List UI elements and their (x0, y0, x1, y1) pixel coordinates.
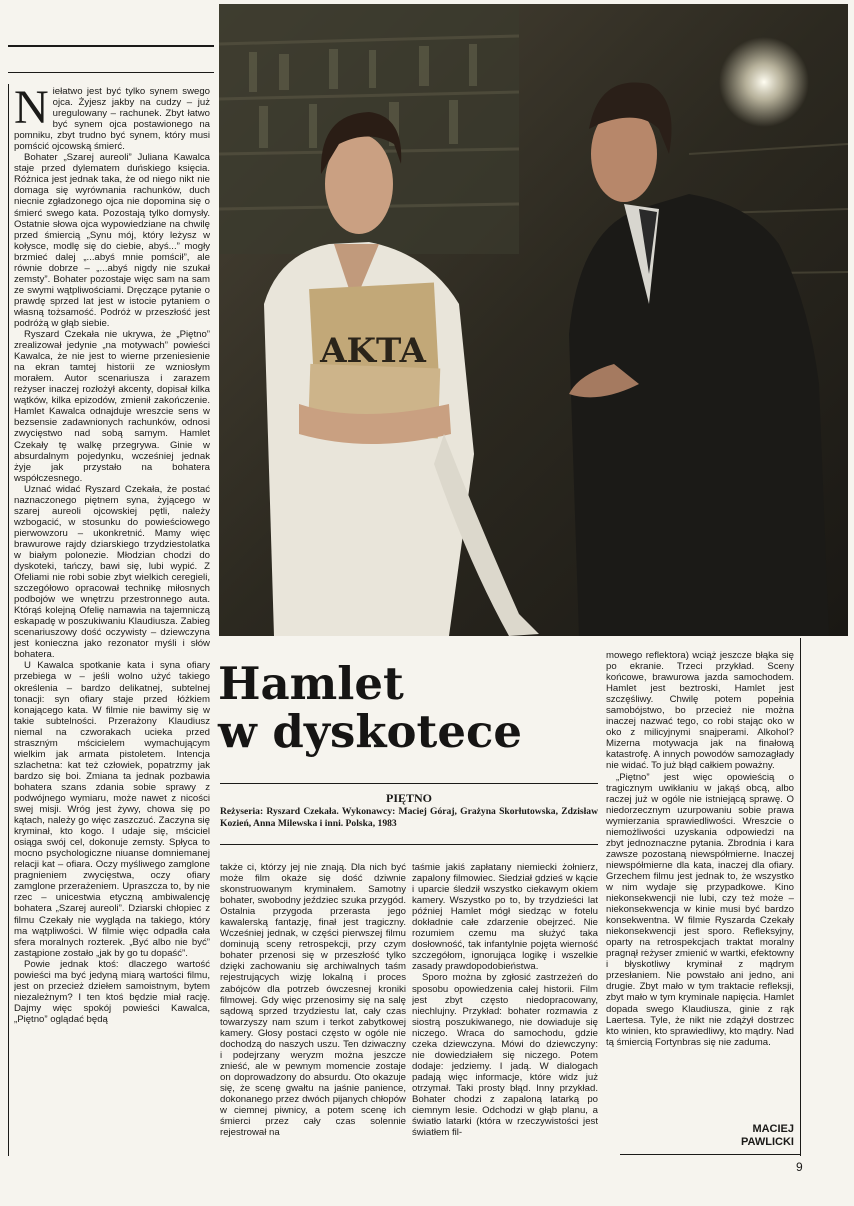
folder-label: AKTA (320, 331, 426, 371)
dropcap: N (14, 86, 49, 134)
col1-left-rule (8, 84, 9, 1156)
bottom-rule (620, 1154, 801, 1155)
paragraph: Niełatwo jest być tylko synem swego ojca. Żyjesz jakby na cudzy – już uregulowany – rachunek. Zbyt łatwo być synem ojca postawionego na pomniku, zbyt trudno być synem, który musi pomścić ojcowską śmierć. (14, 86, 210, 153)
col4-right-rule (800, 638, 801, 1156)
photo-illustration (219, 4, 848, 636)
film-credits: Reżyseria: Ryszard Czekała. Wykonawcy: Maciej Góraj, Grażyna Skorłutowska, Zdzisław Kozień, Anna Milewska i inni. Polska, 1983 (220, 806, 598, 829)
paragraph: Bohater „Szarej aureoli” Juliana Kawalca staje przed dylematem duńskiego księcia. Różnica jest jednak taka, że od niego nikt nie domaga się wyrównania rachunków, duch niecnie zgładzonego ojca nie dopomina się o śmierć swego kata. Pozostają tylko domysły. Ostatnie słowa ojca wypowiedziane na chwilę przed śmiercią „Synu mój, który leżysz w kołysce, modlę się do ciebie, abyś...” mogły brzmieć dalej „...abyś mnie pomścił”, ale równie dobrze – „...abyś nigdy nie szukał zemsty”. Bohater pozostaje więc sam na sam ze swymi wątpliwościami. Dręczące pytanie o prawdę sprzed lat jest w istocie pytaniem o własną tożsamość. Podróż w przeszłość jest podróżą w głąb siebie. (14, 152, 210, 329)
article-column-4 (606, 650, 794, 1120)
credits-rule (220, 844, 598, 845)
article-column-3 (412, 862, 598, 1154)
film-still-photo (219, 4, 848, 636)
paragraph: Powie jednak ktoś: dlaczego wartość powieści ma być jedyną miarą wartości filmu, jest on przecież dziełem samoistnym, bytem niezależnym? I ten ktoś będzie miał rację. Dajmy więc spokój powieści Kawalca, „Piętno” oglądać będą (14, 958, 210, 1025)
paragraph: Uznać widać Ryszard Czekała, że postać naznaczonego piętnem syna, żyjącego w szarej aureoli ojcowskiej pętli, należy wzbogacić, w stosunku do powieściowego pierwowzoru – ukonkretnić. Mamy więc brawurowe rajdy dziarskiego trzydziestolatka w białym polonezie. Młodzian chodzi do dyskoteki, tańczy, bawi się, lubi wypić. Z Ofeliami nie robi sobie zbyt wielkich ceregieli, szczegółowo opracował technikę miłosnych podbojów we wnętrzu przestronnego auta. Którąś kolejną Ofelię namawia na tajemniczą eskapadę w poszukiwaniu Klaudiusza. Zabieg scenariuszowy dość oczywisty – dziewczyna jest konieczna jako rezonator myśli i słów bohatera. (14, 483, 210, 661)
paragraph: także ci, którzy jej nie znają. Dla nich być może film okaże się dość dziwnie skonstruowanym kryminałem. Samotny bohater, swobodny jeździec szuka przygód. Ostalnia przygoda przerasta jego kawalerską fantazję, finał jest tragiczny. Wcześniej jednak, w części pierwszej filmu dominują sceny retrospekcji, przy czym bohater przenosi się w przeszłość tylko dzięki zachowaniu się archiwalnych taśm rejestrujących wizję lokalną i proces zabójców dla potrzeb ówczesnej kroniki filmowej. Gdy więc przenosimy się na salę sądową sprzed trzydziestu lat, cały czas towarzyszy nam szum i terkot zabytkowej kamery. Głosy postaci często w ogóle nie dochodzą do naszych uszu. Ten dziwaczny i podejrzany weryzm można jeszcze znieść, ale w pewnym momencie zostaje on doprowadzony do absurdu. Oto okazuje się, że scenę gwałtu na jaśnie panience, dokonanego przez dwóch pijanych chłopów w ciemnej piwnicy, a potem scenę ich śmierci przez cały czas solennie rejestrował na (220, 862, 406, 1139)
paragraph: Sporo można by zgłosić zastrzeżeń do sposobu opowiedzenia całej historii. Film jest zbyt często niedopracowany, niechlujny. Przykład: bohater rozmawia z siostrą poszukiwanego, nie dowiaduje się niczego. Wraca do samochodu, gdzie czeka dziewczyna. Mówi do dziewczyny: nie dowiedziałem się niczego. Potem dodaje: jedziemy. I jadą. W dialogach padają więc informacje, które widz już otrzymał. Taki prosty błąd. Inny przykład. Bohater chodzi z zapaloną latarką po ciemnym lesie. Odchodzi w głąb planu, a światło latarki (która w rzeczywistości jest światłem fil- (412, 972, 598, 1139)
film-title: PIĘTNO (385, 791, 432, 805)
paragraph: taśmie jakiś zapłatany niemiecki żołnierz, zapalony filmowiec. Siedział gdzieś w kącie i uparcie śledził wszystko ciekawym okiem kamery. Wszystko po to, by trzydzieści lat później Hamlet mógł siedząc w fotelu dokładnie całe zdarzenie obejrzeć. Nie rozumiem czemu ma służyć taka dosłowność, tak infantylnie pojęta wierność szczegółom, ignorująca logikę i wszelkie zasady prawdopodobieństwa. (412, 862, 598, 973)
page-number: 9 (796, 1160, 803, 1174)
top-rule-thin (8, 72, 214, 73)
paragraph: Ryszard Czekała nie ukrywa, że „Piętno” zrealizował jedynie „na motywach” powieści Kawalca, że nie jest to wierne przeniesienie na ekran tamtej historii ze wzniosłym morałem. Autor scenariusza i zarazem reżyser inaczej rozłożył akcenty, dopisał kilka wątków, kilka epizodów, zmienił zakończenie. Hamlet Kawalca odnajduje wreszcie sens w bezsensie zadawnionych rachunków, odnosi zwycięstwo nad sobą samym. Hamlet Czekały tę walkę przegrywa. Ginie w absurdalnym pojedynku, wcześniej jednak żyje jak przystało na bohatera współczesnego. (14, 329, 210, 484)
paragraph: „Piętno” jest więc opowieścią o tragicznym uwikłaniu w jakąś obcą, albo raczej już w ogóle nie istniejącą sprawę. O niedorzecznym uzurpowaniu sobie prawa wymierzania sprawiedliwości. Wreszcie o niemożliwości uzyskania odpowiedzi na zbyt jednoznaczne pytania. Zbrodnia i kara zawsze pozostaną niewspółmierne. Inaczej niewspółmierne dla kata, inaczej dla ofiary. Grzechem filmu jest jednak to, że wszystko w nim wydaje się przypadkowe. Kino niekonsekwencji nie lubi, czy też może – niekonsekwencja w kinie musi być bardzo konsekwentna. W filmie Ryszarda Czekały niekonsekwencji jest sporo. Refleksyjny, oparty na retrospekcjach traktat moralny pragnął reżyser zmienić w wartki, efektowny i błyskotliwy kryminał z mądrym przesłaniem. Nie powstało ani jedno, ani drugie. Zbyt mało w tym traktacie refleksji, zbyt mało w tym kryminale napięcia. Hamlet dopada swego Klaudiusza, ginie z rąk Laertesa. Tyle, że nikt nie zdążył dostrzec kto winien, kto sprawiedliwy, kto mądry. Nad tą śmiercią Fortynbras się nie zaduma. (606, 771, 794, 1048)
author-signature: MACIEJ PAWLICKI (741, 1123, 794, 1148)
article-title: Hamlet w dyskotece (218, 657, 522, 758)
article-column-1 (14, 86, 210, 1156)
title-rule (220, 783, 598, 784)
paragraph: mowego reflektora) wciąż jeszcze błąka się po ekranie. Trzeci przykład. Sceny końcowe, brawurowa jazda samochodem. Hamlet jest beztroski, Hamlet jest szczęśliwy. Chwilę potem popełnia samobójstwo, bo przecież nie można inaczej nazwać tego, co robi stając oko w oko z milicyjnymi snajperami. Alkohol? Mizerna motywacja jak na finałową katastrofę. A innych powodów samozagłady nie widać. To już błąd całkiem poważny. (606, 650, 794, 772)
article-column-2 (220, 862, 406, 1154)
top-rule-thick (8, 45, 214, 47)
paragraph: U Kawalca spotkanie kata i syna ofiary przebiega w – jeśli wolno użyć takiego określenia – bardzo delikatnej, subtelnej tonacji: syn ofiary staje przed łóżkiem konającego kata. W filmie nie bawimy się w takie subtelności. Przerażony Klaudiusz niemal na czworakach ucieka przed straszným mścicielem wymachującym wielkim jak armata pistoletem. Intencja szlachetna: kat też człowiek, popatrzmy jak bardzo się boi. Zmiana ta jednak pozbawia bohatera szans zdania sobie sprawy z podwójnego wymiaru, może nawet z nicości swej misji. Wróg jest żywy, chowa się po kątach, należy go więc zaszczuć. Zaczyna się kryminał, kto kogo. I udaje się, mściciel osiąga swój cel, dokonuje zemsty. Spłyca to mocno psychologiczne niuanse domniemanej relacji kat – ofiara. Oczy myśliwego zamglone pragnieniem zwycięstwa, oczy ofiary zamglone przerażeniem. Upraszcza to, by nie rzec – unicestwia etyczną ambiwalencję bohatera „Szarej aureoli”. Dziarski chłopiec z filmu Czekały nie wygląda na takiego, który ma wątpliwości. W filmie więc odpadła cała sfera moralnych rozterek. „Być albo nie być” zastąpione zostało „jak by go tu dopaść”. (14, 660, 210, 959)
